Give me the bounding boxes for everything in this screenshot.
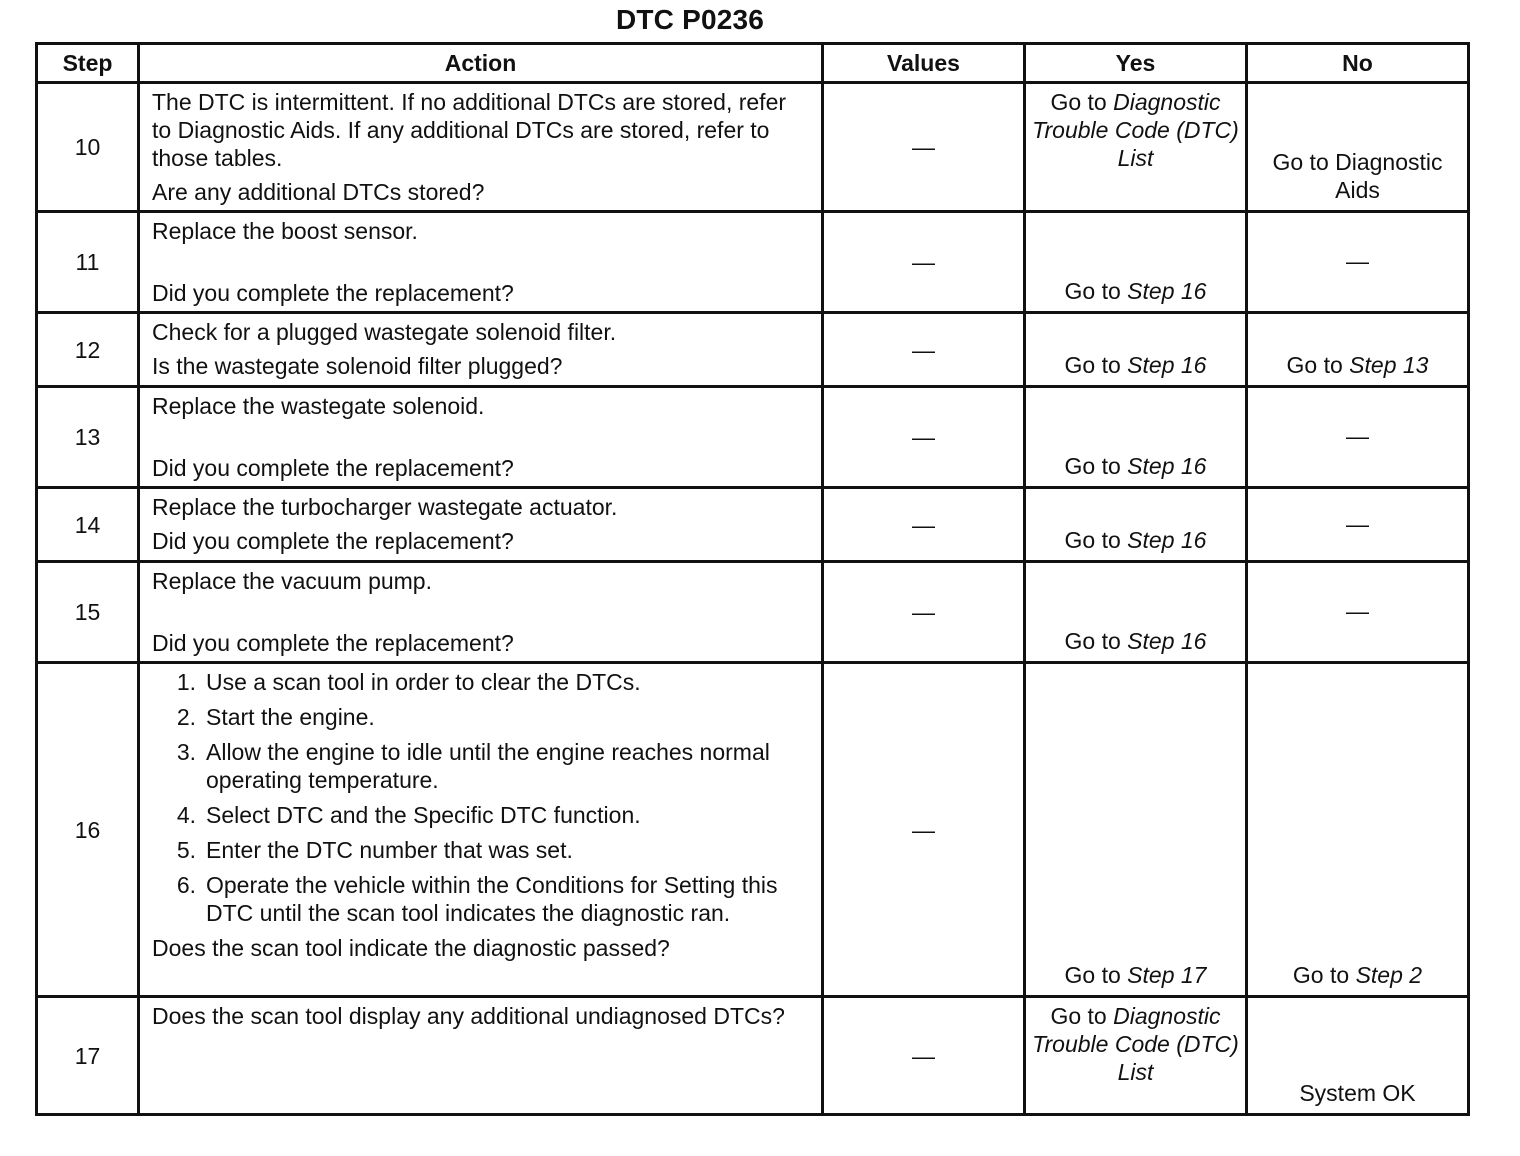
values-cell: — [823,997,1025,1115]
action-question: Did you complete the replacement? [152,455,514,481]
table-row [37,387,1469,488]
list-item: 4. Select DTC and the Specific DTC function. [176,802,641,828]
table-row [37,562,1469,663]
step-number: 12 [37,313,139,387]
dtc-table [35,42,1470,1116]
yes-link[interactable]: Step 17 [1127,962,1207,988]
action-question: Did you complete the replacement? [152,630,514,656]
no-prefix: Go to [1286,352,1343,378]
yes-cell [1025,663,1247,997]
no-cell: — [1247,212,1469,313]
action-cell [139,663,823,997]
no-cell: — [1247,387,1469,488]
step-number: 10 [37,83,139,212]
yes-cell [1025,83,1247,212]
yes-cell [1025,997,1247,1115]
yes-link[interactable]: Step 16 [1127,453,1207,479]
no-cell[interactable]: Go to Diagnostic Aids [1247,83,1469,212]
header-action: Action [139,44,823,83]
yes-cell [1025,562,1247,663]
yes-link[interactable]: Step 16 [1127,527,1207,553]
action-text: Check for a plugged wastegate solenoid filter. [152,319,617,345]
step-number: 13 [37,387,139,488]
no-cell: System OK [1247,997,1469,1115]
no-link[interactable]: Step 13 [1349,352,1429,378]
action-text: Does the scan tool display any additional undiagnosed DTCs? [152,1003,785,1029]
yes-link[interactable]: Step 16 [1127,628,1207,654]
yes-prefix: Go to [1064,278,1121,304]
header-yes: Yes [1025,44,1247,83]
step-number: 14 [37,488,139,562]
values-cell: — [823,562,1025,663]
values-cell: — [823,83,1025,212]
action-text: Replace the boost sensor. [152,218,418,244]
no-cell [1247,313,1469,387]
action-text: Replace the turbocharger wastegate actuator. [152,494,618,520]
action-question: Is the wastegate solenoid filter plugged? [152,353,563,379]
yes-prefix: Go to [1064,453,1121,479]
yes-prefix: Go to [1064,962,1121,988]
values-cell: — [823,387,1025,488]
no-link[interactable]: Step 2 [1355,962,1423,988]
action-text: The DTC is intermittent. If no additional DTCs are stored, refer to Diagnostic Aids. If any additional DTCs are stored, refer to those tables. [152,89,787,171]
yes-cell [1025,387,1247,488]
values-cell: — [823,212,1025,313]
substep-list [152,668,811,927]
yes-link[interactable]: Diagnostic Trouble Code (DTC) List [1032,1003,1239,1085]
yes-cell [1025,488,1247,562]
no-cell: — [1247,488,1469,562]
list-item: 1. Use a scan tool in order to clear the DTCs. [176,669,641,695]
action-cell [139,562,823,663]
action-cell [139,313,823,387]
table-row [37,488,1469,562]
table-row [37,313,1469,387]
yes-link[interactable]: Diagnostic Trouble Code (DTC) List [1032,89,1239,171]
values-cell: — [823,313,1025,387]
values-cell: — [823,488,1025,562]
action-text: Replace the wastegate solenoid. [152,393,485,419]
yes-prefix: Go to [1050,1003,1107,1029]
yes-prefix: Go to [1064,628,1121,654]
table-row [37,663,1469,997]
page-title: DTC P0236 [615,4,765,35]
yes-prefix: Go to [1064,352,1121,378]
action-question: Are any additional DTCs stored? [152,179,485,205]
header-step: Step [37,44,139,83]
step-number: 15 [37,562,139,663]
list-item: 6. Operate the vehicle within the Conditions for Setting this DTC until the scan tool indicates the diagnostic ran. [176,872,778,926]
list-item: 5. Enter the DTC number that was set. [176,837,573,863]
yes-prefix: Go to [1050,89,1107,115]
action-cell [139,83,823,212]
header-values: Values [823,44,1025,83]
table-row [37,212,1469,313]
step-number: 17 [37,997,139,1115]
step-number: 11 [37,212,139,313]
action-cell [139,387,823,488]
action-cell [139,997,823,1115]
header-no: No [1247,44,1469,83]
table-row [37,83,1469,212]
header-row [37,44,1469,83]
action-text: Replace the vacuum pump. [152,568,432,594]
list-item: 3. Allow the engine to idle until the engine reaches normal operating temperature. [176,739,770,793]
no-cell [1247,663,1469,997]
action-cell [139,488,823,562]
yes-prefix: Go to [1064,527,1121,553]
yes-link[interactable]: Step 16 [1127,352,1207,378]
action-question: Does the scan tool indicate the diagnostic passed? [152,935,670,961]
yes-link[interactable]: Step 16 [1127,278,1207,304]
values-cell: — [823,663,1025,997]
action-cell [139,212,823,313]
action-question: Did you complete the replacement? [152,528,514,554]
no-prefix: Go to [1292,962,1350,988]
table-row [37,997,1469,1115]
list-item: 2. Start the engine. [176,704,375,730]
action-question: Did you complete the replacement? [152,280,514,306]
yes-cell [1025,313,1247,387]
step-number: 16 [37,663,139,997]
no-cell: — [1247,562,1469,663]
yes-cell [1025,212,1247,313]
